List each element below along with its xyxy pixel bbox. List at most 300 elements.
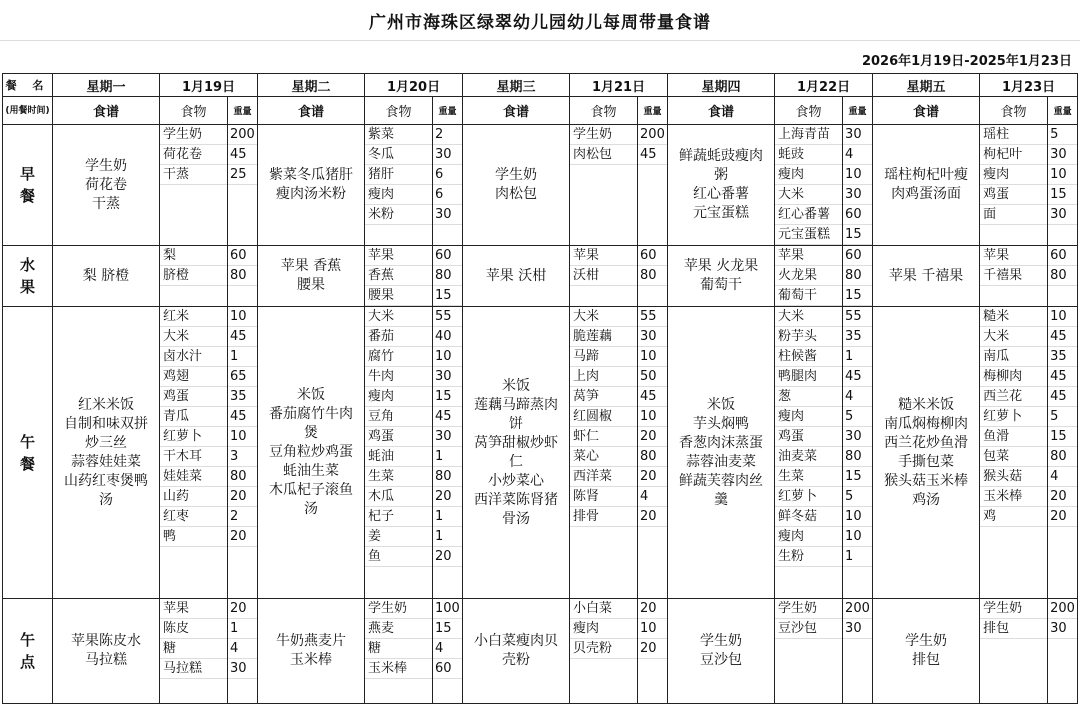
food-item: 学生奶 [160, 125, 227, 145]
food-item: 马蹄 [570, 347, 637, 367]
recipe-cell [53, 125, 160, 246]
qty-item: 3 [228, 447, 257, 467]
food-header: 食物 [980, 97, 1048, 125]
date-header: 1月21日 [570, 74, 668, 97]
food-item: 西兰花 [980, 387, 1047, 407]
qty-cell [638, 125, 668, 246]
recipe-text: 学生奶 排包 [905, 633, 948, 668]
qty-header: 重量 [638, 97, 668, 125]
food-item: 苹果 [160, 599, 227, 619]
food-item: 上海青苗 [775, 125, 842, 145]
qty-header: 重量 [843, 97, 873, 125]
qty-item: 15 [1048, 185, 1077, 205]
recipe-header: 食谱 [53, 97, 160, 125]
food-item: 生粉 [775, 547, 842, 567]
recipe-cell [668, 599, 775, 704]
food-item: 腰果 [365, 286, 432, 306]
food-item: 苹果 [570, 246, 637, 266]
food-item: 猪肝 [365, 165, 432, 185]
qty-item: 1 [228, 347, 257, 367]
food-item: 蚝豉 [775, 145, 842, 165]
food-item: 青瓜 [160, 407, 227, 427]
food-item: 生菜 [365, 467, 432, 487]
qty-item: 6 [433, 185, 462, 205]
qty-item: 45 [1048, 367, 1077, 387]
qty-item: 1 [228, 619, 257, 639]
food-item: 面 [980, 205, 1047, 225]
food-item: 火龙果 [775, 266, 842, 286]
qty-item: 1 [843, 347, 872, 367]
recipe-cell [668, 246, 775, 307]
meal-name [3, 125, 53, 246]
food-item: 瘦肉 [570, 619, 637, 639]
qty-item: 80 [433, 467, 462, 487]
menu-table [2, 73, 1078, 704]
meal-name-header: 餐 名 [3, 74, 53, 97]
weekday-header: 星期二 [258, 74, 365, 97]
qty-item: 50 [638, 367, 667, 387]
title-divider [0, 40, 1080, 41]
food-item: 马拉糕 [160, 659, 227, 679]
recipe-text: 苹果 火龙果 葡萄干 [683, 258, 759, 293]
food-item: 陈皮 [160, 619, 227, 639]
qty-item: 10 [638, 407, 667, 427]
food-cell [365, 307, 433, 599]
qty-item: 200 [843, 599, 872, 619]
qty-cell [843, 246, 873, 307]
meal-row [3, 599, 1078, 704]
food-item: 上肉 [570, 367, 637, 387]
food-item: 卤水汁 [160, 347, 227, 367]
qty-item: 45 [1048, 327, 1077, 347]
qty-item: 45 [228, 145, 257, 165]
qty-item: 10 [228, 427, 257, 447]
food-item: 鸡 [980, 507, 1047, 527]
food-item: 葡萄干 [775, 286, 842, 306]
qty-item: 4 [1048, 467, 1077, 487]
qty-item: 4 [638, 487, 667, 507]
qty-item: 4 [843, 145, 872, 165]
qty-cell [1048, 599, 1078, 704]
meal-name [3, 246, 53, 307]
food-cell [570, 125, 638, 246]
food-item: 陈肾 [570, 487, 637, 507]
recipe-cell [53, 307, 160, 599]
qty-item: 45 [1048, 387, 1077, 407]
food-item: 元宝蛋糕 [775, 225, 842, 245]
food-item: 猴头菇 [980, 467, 1047, 487]
food-item: 蚝油 [365, 447, 432, 467]
food-item: 大米 [365, 307, 432, 327]
food-item: 千禧果 [980, 266, 1047, 286]
qty-item: 80 [433, 266, 462, 286]
food-item: 菜心 [570, 447, 637, 467]
qty-item: 30 [433, 205, 462, 225]
food-item: 紫菜 [365, 125, 432, 145]
qty-cell [433, 246, 463, 307]
recipe-cell [873, 307, 980, 599]
food-item: 红萝卜 [980, 407, 1047, 427]
qty-item: 15 [843, 286, 872, 306]
qty-item: 80 [228, 467, 257, 487]
food-item: 番茄 [365, 327, 432, 347]
food-item: 豆角 [365, 407, 432, 427]
food-item: 油麦菜 [775, 447, 842, 467]
qty-header: 重量 [1048, 97, 1078, 125]
qty-item: 20 [228, 487, 257, 507]
food-item: 柱候酱 [775, 347, 842, 367]
recipe-cell [873, 125, 980, 246]
qty-item: 80 [638, 266, 667, 286]
date-header: 1月23日 [980, 74, 1078, 97]
qty-item: 5 [843, 407, 872, 427]
qty-item: 4 [843, 387, 872, 407]
food-header: 食物 [775, 97, 843, 125]
qty-item: 30 [1048, 205, 1077, 225]
qty-item: 4 [228, 639, 257, 659]
date-header: 1月19日 [160, 74, 258, 97]
food-item: 学生奶 [570, 125, 637, 145]
qty-item: 80 [843, 447, 872, 467]
qty-item: 30 [843, 619, 872, 639]
food-cell [775, 599, 843, 704]
food-item: 米粉 [365, 205, 432, 225]
qty-item: 10 [638, 347, 667, 367]
food-item: 糖 [160, 639, 227, 659]
recipe-text: 苹果 沃柑 [485, 267, 547, 284]
qty-item: 80 [228, 266, 257, 286]
recipe-text: 米饭 芋头焖鸭 香葱肉沫蒸蛋 蒜蓉油麦菜 鲜蔬芙蓉肉丝 羹 [679, 396, 764, 508]
food-cell [570, 246, 638, 307]
food-item: 梨 [160, 246, 227, 266]
qty-item: 4 [433, 639, 462, 659]
date-range: 2026年1月19日-2025年1月23日 [861, 54, 1072, 69]
qty-item: 15 [433, 286, 462, 306]
qty-item: 45 [228, 407, 257, 427]
qty-cell [228, 246, 258, 307]
food-item: 脐橙 [160, 266, 227, 286]
qty-item: 20 [638, 427, 667, 447]
food-item: 娃娃菜 [160, 467, 227, 487]
food-cell [570, 307, 638, 599]
meal-name-text: 午 餐 [19, 432, 35, 473]
qty-item: 30 [843, 125, 872, 145]
food-cell [775, 125, 843, 246]
food-item: 鱼滑 [980, 427, 1047, 447]
qty-item: 30 [1048, 619, 1077, 639]
qty-item: 65 [228, 367, 257, 387]
meal-name [3, 599, 53, 704]
qty-cell [228, 125, 258, 246]
qty-item: 30 [433, 427, 462, 447]
weekday-header: 星期一 [53, 74, 160, 97]
qty-item: 6 [433, 165, 462, 185]
qty-item: 60 [1048, 246, 1077, 266]
food-cell [980, 599, 1048, 704]
qty-item: 15 [843, 225, 872, 245]
meal-row [3, 246, 1078, 307]
food-item: 学生奶 [775, 599, 842, 619]
food-cell [365, 125, 433, 246]
meal-name-text: 水 果 [19, 256, 35, 296]
page-title: 广州市海珠区绿翠幼儿园幼儿每周带量食谱 [369, 13, 711, 33]
food-header: 食物 [365, 97, 433, 125]
recipe-header: 食谱 [463, 97, 570, 125]
qty-cell [1048, 246, 1078, 307]
food-item: 瘦肉 [365, 185, 432, 205]
food-item: 葱 [775, 387, 842, 407]
recipe-text: 苹果 千禧果 [888, 267, 964, 284]
qty-cell [638, 307, 668, 599]
food-item: 荷花卷 [160, 145, 227, 165]
food-item: 南瓜 [980, 347, 1047, 367]
qty-item: 35 [843, 327, 872, 347]
recipe-text: 小白菜瘦肉贝 壳粉 [474, 633, 559, 668]
food-cell [365, 246, 433, 307]
food-item: 牛肉 [365, 367, 432, 387]
recipe-cell [53, 246, 160, 307]
food-item: 学生奶 [980, 599, 1047, 619]
food-item: 大米 [570, 307, 637, 327]
qty-item: 10 [638, 619, 667, 639]
recipe-cell [258, 599, 365, 704]
recipe-text: 米饭 番茄腐竹牛肉 煲 豆角粒炒鸡蛋 蚝油生菜 木瓜杞子滚鱼 汤 [269, 387, 354, 517]
food-item: 瘦肉 [365, 387, 432, 407]
food-item: 玉米棒 [980, 487, 1047, 507]
qty-cell [433, 307, 463, 599]
meal-time-header: (用餐时间) [3, 97, 53, 125]
qty-item: 30 [433, 145, 462, 165]
qty-item: 10 [843, 507, 872, 527]
food-cell [160, 599, 228, 704]
food-item: 脆莲藕 [570, 327, 637, 347]
qty-item: 1 [433, 527, 462, 547]
food-item: 大米 [775, 185, 842, 205]
meal-name-text: 早 餐 [19, 165, 35, 205]
food-header: 食物 [160, 97, 228, 125]
qty-item: 55 [843, 307, 872, 327]
recipe-text: 鲜蔬蚝豉瘦肉 粥 红心番薯 元宝蛋糕 [679, 148, 764, 221]
food-item: 鸭腿肉 [775, 367, 842, 387]
qty-cell [433, 599, 463, 704]
weekday-header: 星期四 [668, 74, 775, 97]
food-item: 鲜冬菇 [775, 507, 842, 527]
food-item: 排包 [980, 619, 1047, 639]
qty-item: 15 [433, 619, 462, 639]
qty-item: 200 [228, 125, 257, 145]
meal-name-text: 午 点 [19, 631, 35, 671]
qty-item: 40 [433, 327, 462, 347]
qty-cell [1048, 307, 1078, 599]
recipe-text: 红米米饭 自制和味双拼 炒三丝 蒜蓉娃娃菜 山药红枣煲鸭 汤 [64, 396, 148, 508]
food-header: 食物 [570, 97, 638, 125]
weekday-header: 星期五 [873, 74, 980, 97]
recipe-cell [463, 599, 570, 704]
recipe-cell [668, 307, 775, 599]
qty-header: 重量 [433, 97, 463, 125]
food-item: 瑶柱 [980, 125, 1047, 145]
food-cell [775, 246, 843, 307]
recipe-cell [258, 246, 365, 307]
qty-item: 30 [843, 427, 872, 447]
food-item: 红萝卜 [775, 487, 842, 507]
qty-cell [638, 599, 668, 704]
food-item: 玉米棒 [365, 659, 432, 679]
qty-item: 15 [1048, 427, 1077, 447]
qty-item: 35 [1048, 347, 1077, 367]
recipe-cell [53, 599, 160, 704]
food-item: 糙米 [980, 307, 1047, 327]
food-cell [160, 246, 228, 307]
qty-item: 55 [433, 307, 462, 327]
qty-item: 1 [843, 547, 872, 567]
food-item: 肉松包 [570, 145, 637, 165]
food-cell [980, 246, 1048, 307]
food-item: 枸杞叶 [980, 145, 1047, 165]
qty-cell [638, 246, 668, 307]
food-item: 粉芋头 [775, 327, 842, 347]
food-item: 红心番薯 [775, 205, 842, 225]
recipe-text: 苹果 香蕉 腰果 [280, 258, 342, 293]
qty-item: 20 [638, 507, 667, 527]
qty-item: 30 [843, 185, 872, 205]
qty-item: 45 [843, 367, 872, 387]
qty-item: 80 [843, 266, 872, 286]
qty-item: 45 [433, 407, 462, 427]
qty-item: 55 [638, 307, 667, 327]
qty-item: 2 [433, 125, 462, 145]
qty-header: 重量 [228, 97, 258, 125]
food-item: 大米 [160, 327, 227, 347]
qty-item: 30 [228, 659, 257, 679]
qty-item: 60 [843, 205, 872, 225]
recipe-text: 紫菜冬瓜猪肝 瘦肉汤米粉 [269, 167, 354, 202]
qty-item: 5 [1048, 407, 1077, 427]
qty-item: 20 [638, 599, 667, 619]
recipe-text: 苹果陈皮水 马拉糕 [71, 633, 141, 668]
qty-item: 30 [1048, 145, 1077, 165]
food-item: 红枣 [160, 507, 227, 527]
recipe-text: 学生奶 肉松包 [495, 167, 538, 202]
qty-item: 20 [638, 467, 667, 487]
qty-item: 5 [843, 487, 872, 507]
meal-row [3, 125, 1078, 246]
qty-item: 10 [228, 307, 257, 327]
recipe-cell [463, 307, 570, 599]
qty-item: 10 [1048, 307, 1077, 327]
qty-cell [1048, 125, 1078, 246]
food-item: 学生奶 [365, 599, 432, 619]
food-item: 排骨 [570, 507, 637, 527]
qty-item: 60 [843, 246, 872, 266]
qty-item: 15 [433, 387, 462, 407]
qty-item: 20 [1048, 487, 1077, 507]
food-item: 虾仁 [570, 427, 637, 447]
qty-item: 10 [433, 347, 462, 367]
qty-item: 10 [843, 165, 872, 185]
food-item: 干木耳 [160, 447, 227, 467]
date-header: 1月22日 [775, 74, 873, 97]
qty-item: 20 [228, 599, 257, 619]
food-cell [980, 125, 1048, 246]
date-header: 1月20日 [365, 74, 463, 97]
qty-cell [843, 599, 873, 704]
food-item: 鸡蛋 [775, 427, 842, 447]
qty-item: 30 [638, 327, 667, 347]
weekday-header: 星期三 [463, 74, 570, 97]
qty-item: 200 [638, 125, 667, 145]
header-row-columns [3, 97, 1078, 125]
food-item: 红萝卜 [160, 427, 227, 447]
food-item: 燕麦 [365, 619, 432, 639]
recipe-header: 食谱 [258, 97, 365, 125]
qty-item: 1 [433, 507, 462, 527]
meal-name [3, 307, 53, 599]
food-item: 腐竹 [365, 347, 432, 367]
qty-item: 60 [433, 246, 462, 266]
food-item: 生菜 [775, 467, 842, 487]
qty-item: 80 [638, 447, 667, 467]
qty-cell [228, 599, 258, 704]
recipe-text: 瑶柱枸杞叶瘦 肉鸡蛋汤面 [884, 167, 969, 202]
recipe-header: 食谱 [873, 97, 980, 125]
food-item: 干蒸 [160, 165, 227, 185]
qty-item: 45 [228, 327, 257, 347]
qty-item: 20 [1048, 507, 1077, 527]
food-item: 大米 [775, 307, 842, 327]
qty-item: 20 [433, 547, 462, 567]
qty-item: 30 [433, 367, 462, 387]
food-item: 红圆椒 [570, 407, 637, 427]
recipe-text: 糙米米饭 南瓜焖梅柳肉 西兰花炒鱼滑 手撕包菜 猴头菇玉米棒 鸡汤 [884, 396, 969, 508]
food-item: 豆沙包 [775, 619, 842, 639]
food-item: 瘦肉 [775, 527, 842, 547]
recipe-cell [873, 599, 980, 704]
recipe-cell [668, 125, 775, 246]
qty-item: 80 [1048, 266, 1077, 286]
food-item: 鸡蛋 [980, 185, 1047, 205]
food-item: 大米 [980, 327, 1047, 347]
qty-item: 80 [1048, 447, 1077, 467]
food-cell [980, 307, 1048, 599]
recipe-cell [873, 246, 980, 307]
qty-cell [228, 307, 258, 599]
food-item: 苹果 [775, 246, 842, 266]
recipe-text: 梨 脐橙 [82, 267, 130, 284]
qty-item: 60 [433, 659, 462, 679]
food-item: 香蕉 [365, 266, 432, 286]
qty-item: 100 [433, 599, 462, 619]
food-item: 山药 [160, 487, 227, 507]
qty-cell [433, 125, 463, 246]
food-cell [775, 307, 843, 599]
qty-item: 20 [228, 527, 257, 547]
food-item: 瘦肉 [775, 407, 842, 427]
food-item: 沃柑 [570, 266, 637, 286]
food-item: 瘦肉 [980, 165, 1047, 185]
food-item: 梅柳肉 [980, 367, 1047, 387]
recipe-cell [463, 246, 570, 307]
qty-item: 5 [1048, 125, 1077, 145]
qty-item: 200 [1048, 599, 1077, 619]
recipe-cell [258, 125, 365, 246]
header-row-days [3, 74, 1078, 97]
food-item: 鸡蛋 [160, 387, 227, 407]
food-item: 莴笋 [570, 387, 637, 407]
recipe-header: 食谱 [668, 97, 775, 125]
qty-item: 25 [228, 165, 257, 185]
food-item: 鸡蛋 [365, 427, 432, 447]
